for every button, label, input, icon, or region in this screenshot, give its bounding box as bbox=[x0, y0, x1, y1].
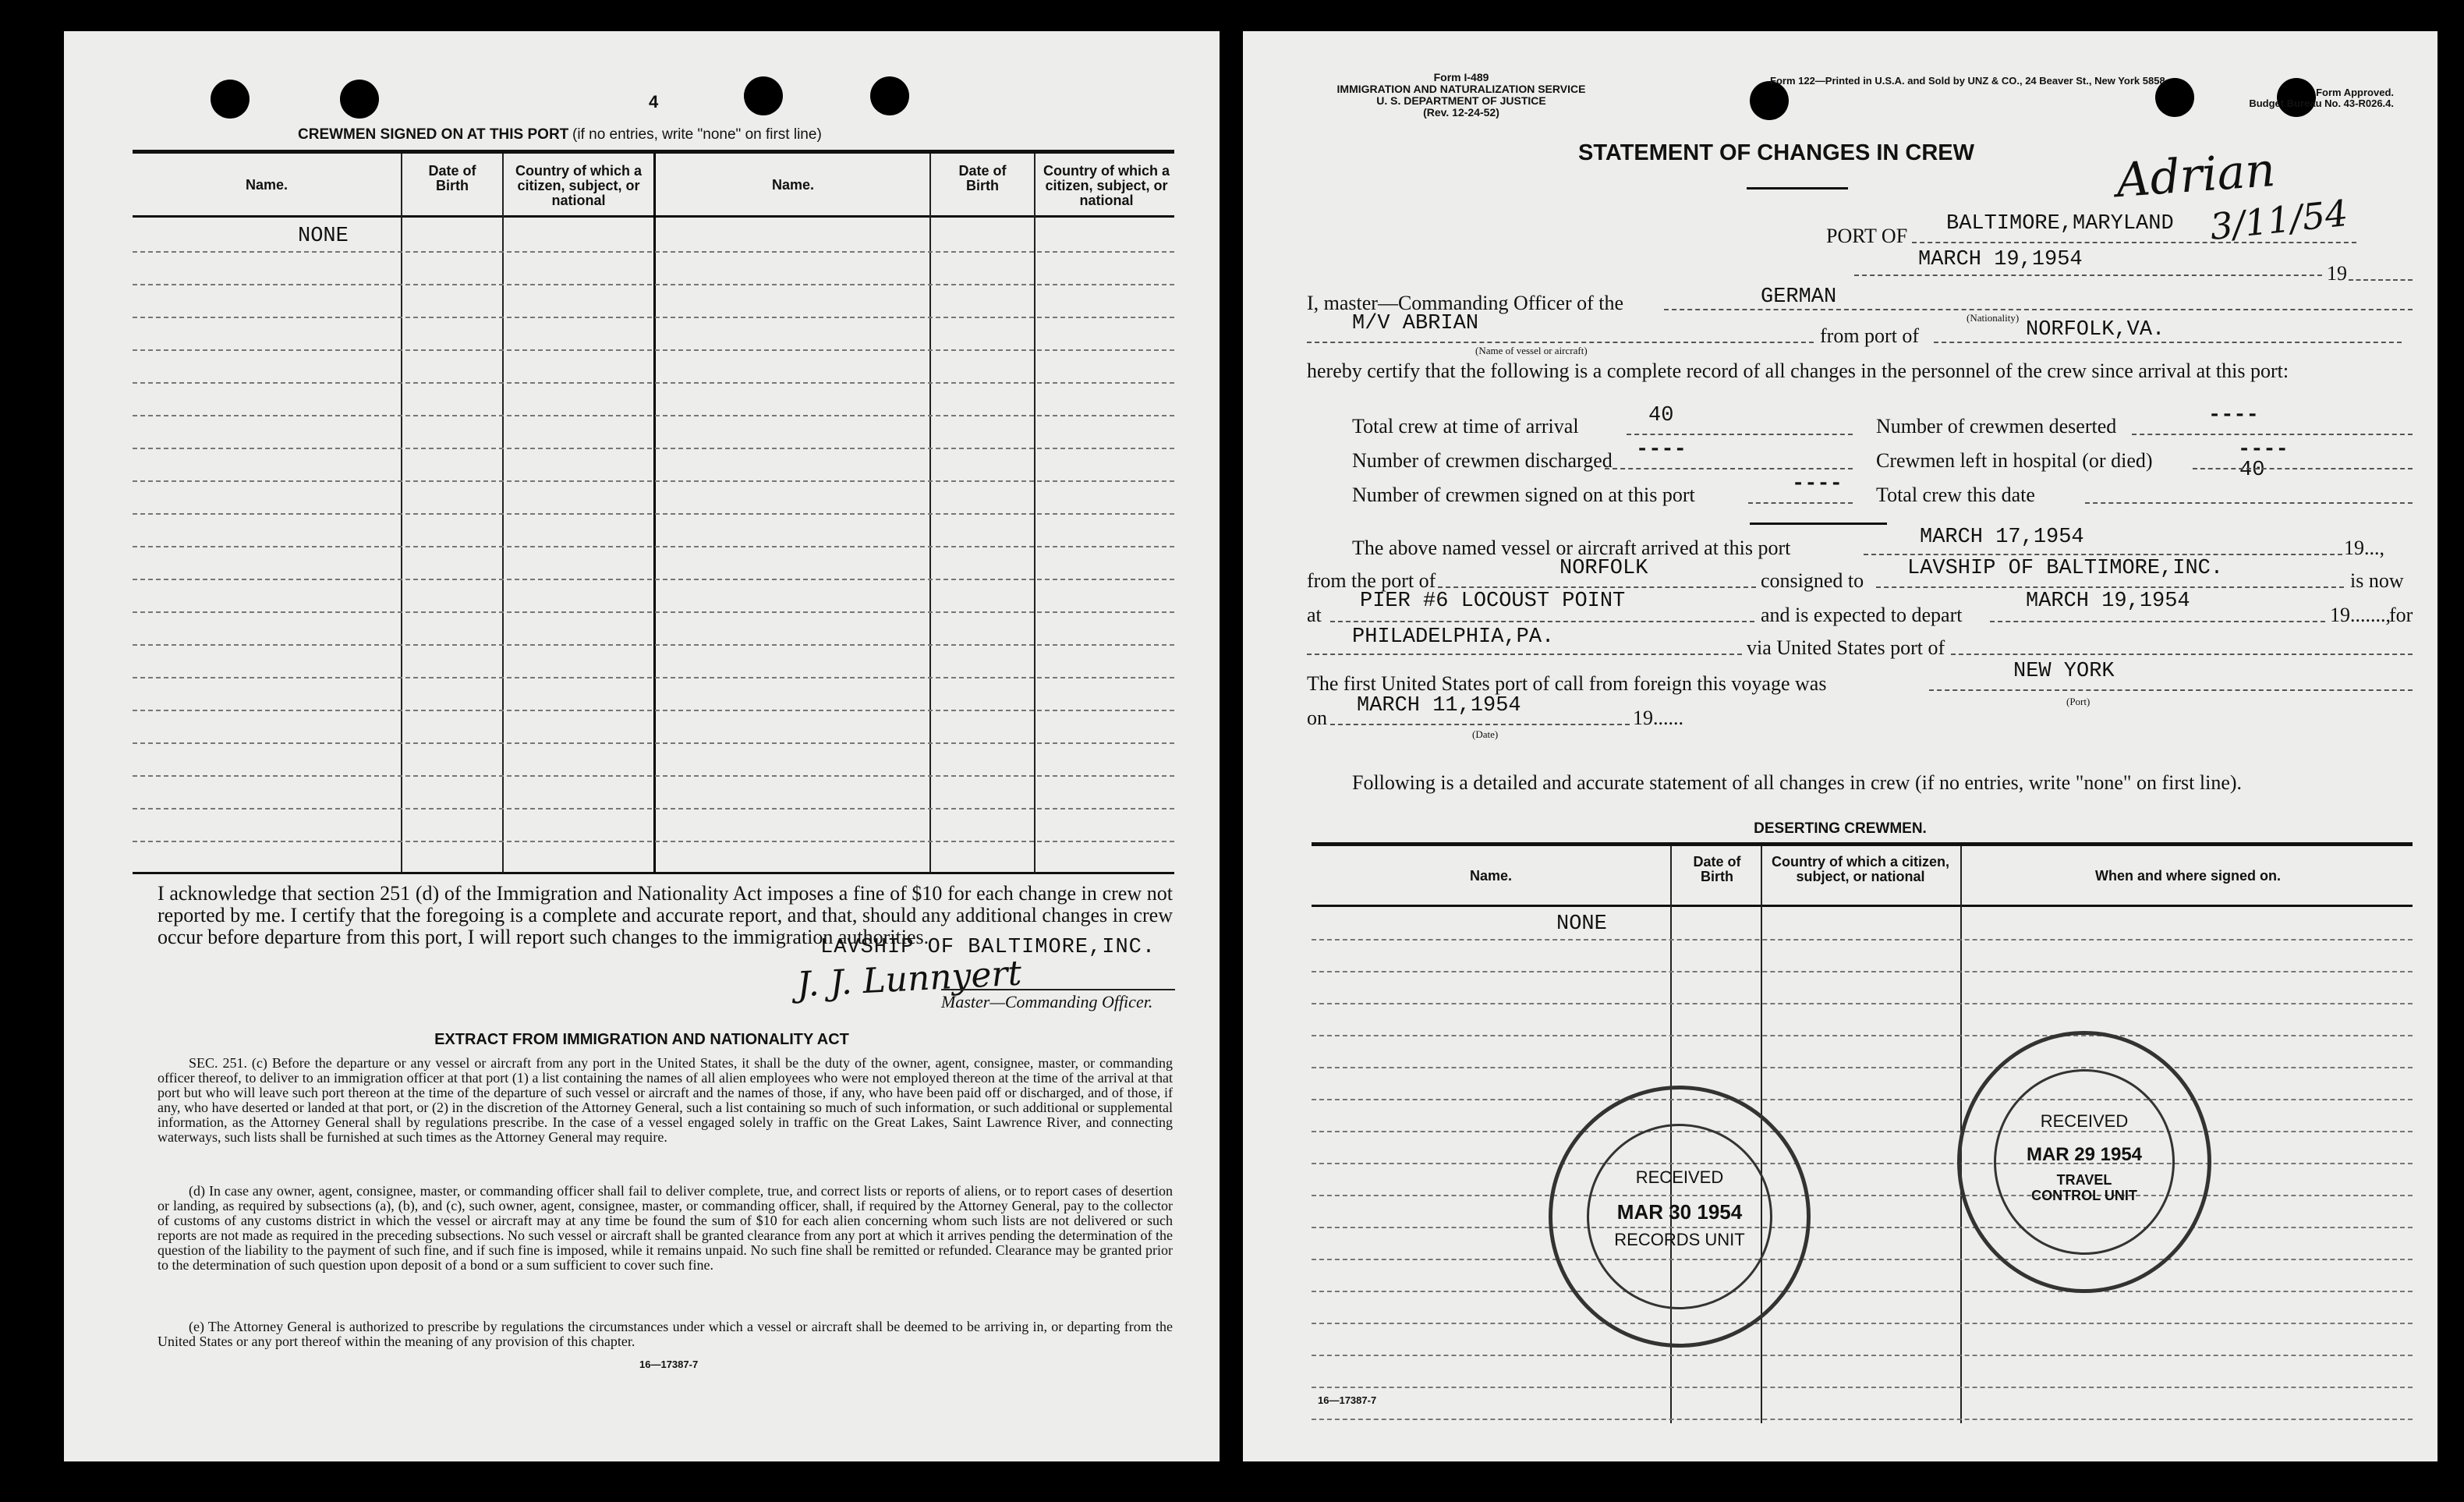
table-row bbox=[133, 448, 1174, 449]
certify-text: hereby certify that the following is a complete record of all changes in the personnel of the crew since arrival at this port: bbox=[1307, 360, 2289, 382]
stamp-unit: TRAVEL CONTROL UNIT bbox=[2031, 1172, 2137, 1203]
first-entry: NONE bbox=[1556, 912, 1607, 936]
date-caption: (Date) bbox=[1472, 728, 1499, 740]
is-now-label: is now bbox=[2350, 569, 2404, 592]
table-row bbox=[133, 349, 1174, 351]
printer-note-text: Form 122—Printed in U.S.A. and Sold by UNZ & CO., 24 Beaver St., New York bbox=[1770, 75, 2140, 87]
total-date-value: 40 bbox=[2239, 459, 2265, 482]
table-header-rule bbox=[1312, 905, 2413, 907]
discharged-label: Number of crewmen discharged bbox=[1352, 449, 1613, 472]
col-header-country-2: Country of which a citizen, subject, or national bbox=[1043, 163, 1170, 208]
extract-paragraph-d: (d) In case any owner, agent, consignee, master, or commanding officer shall fail to deliver complete, true, and correct lists or reports of aliens, or to report cases of desertion or landing, as required by subsections (a), (b), and (c), such owner, agent, consignee, master, or commanding officer, shall, if required by the Attorney General, pay to the collector of customs of any customs district in which the vessel or aircraft may at any time be found the sum of $10 for each alien concerning whom such lists are not delivered or such reports are not made as required in the preceding subsections. No such vessel or aircraft shall be granted clearance from any port at which it arrives pending the determination of the question of the liability to the payment of such fine, and if such fine is imposed, while it remains unpaid. No such fine shall be remitted or refunded. Clearance may be granted prior to the determination of such question upon deposit of a bond or a sum sufficient to cover such fine. bbox=[158, 1183, 1173, 1273]
deserted-value: ---- bbox=[2208, 404, 2259, 427]
port-of-label: PORT OF bbox=[1826, 225, 1908, 247]
for-label: for bbox=[2389, 604, 2413, 626]
table-row bbox=[1312, 1259, 2413, 1260]
received-stamp-records bbox=[1549, 1086, 1811, 1348]
depart-label: and is expected to depart bbox=[1761, 604, 1963, 626]
table-row bbox=[1312, 1355, 2413, 1356]
handwritten-date: 3/11/54 bbox=[2207, 191, 2350, 249]
revision-date: (Rev. 12-24-52) bbox=[1423, 106, 1499, 119]
table-row bbox=[133, 415, 1174, 416]
signature-line bbox=[941, 989, 1175, 990]
total-date-label: Total crew this date bbox=[1876, 484, 2035, 506]
arrived-label: The above named vessel or aircraft arrived at this port bbox=[1352, 537, 1791, 559]
stamp-received: RECEIVED bbox=[2040, 1111, 2129, 1131]
from-port-of-line bbox=[1438, 586, 1756, 588]
table-row bbox=[133, 611, 1174, 613]
table-row bbox=[1312, 1035, 2413, 1036]
consigned-line bbox=[1876, 586, 2344, 588]
table-row bbox=[1312, 1003, 2413, 1004]
left-page bbox=[64, 31, 1220, 1461]
table-row bbox=[133, 382, 1174, 384]
nationality-caption: (Nationality) bbox=[1967, 312, 2020, 324]
depart-value: MARCH 19,1954 bbox=[2026, 590, 2190, 613]
date-line bbox=[1854, 275, 2322, 276]
vessel-value: M/V ABRIAN bbox=[1352, 312, 1479, 335]
table-top-rule bbox=[1312, 842, 2413, 846]
table-row bbox=[133, 775, 1174, 777]
table-row bbox=[133, 546, 1174, 547]
printer-note bbox=[1770, 75, 2165, 87]
port-value: BALTIMORE,MARYLAND bbox=[1946, 212, 2174, 236]
on-line bbox=[1330, 724, 1630, 725]
budget-note bbox=[2168, 87, 2394, 109]
vessel-line bbox=[1307, 342, 1814, 343]
form-title: STATEMENT OF CHANGES IN CREW bbox=[1578, 140, 1975, 165]
total-date-line bbox=[2085, 502, 2413, 504]
table-row bbox=[133, 317, 1174, 318]
destination-line bbox=[1307, 654, 1742, 655]
col-header-when-where: When and where signed on. bbox=[2094, 868, 2282, 884]
discharged-line bbox=[1605, 468, 1853, 469]
col-header-name-2: Name. bbox=[771, 177, 815, 193]
port-caption: (Port) bbox=[2066, 696, 2091, 707]
via-line bbox=[1951, 654, 2413, 655]
master-label: I, master—Commanding Officer of the bbox=[1307, 292, 1624, 314]
on-value: MARCH 11,1954 bbox=[1357, 694, 1521, 717]
punch-hole bbox=[340, 80, 379, 119]
vessel-caption: (Name of vessel or aircraft) bbox=[1475, 345, 1588, 356]
section-divider bbox=[1750, 523, 1887, 525]
consigned-value: LAVSHIP OF BALTIMORE,INC. bbox=[1907, 557, 2224, 580]
at-label: at bbox=[1307, 604, 1322, 626]
extract-paragraph-e: (e) The Attorney General is authorized to prescribe by regulations the circumstances under which a vessel or aircraft shall be deemed to be arriving in, or departing from the United States or any port thereof within the meaning of any provision of this chapter. bbox=[158, 1319, 1173, 1349]
handwritten-name: Adrian bbox=[2114, 142, 2278, 209]
depart-year: 19......., bbox=[2330, 604, 2391, 626]
col-header-dob-2: Date of Birth bbox=[958, 163, 1007, 193]
table-row bbox=[1312, 971, 2413, 972]
right-page bbox=[1243, 31, 2437, 1461]
table-row bbox=[133, 841, 1174, 842]
nationality-line bbox=[1664, 309, 2413, 310]
first-port-line bbox=[1929, 689, 2413, 691]
received-stamp-travel-control bbox=[1957, 1031, 2211, 1293]
table-row bbox=[1312, 1099, 2413, 1100]
deserting-title: DESERTING CREWMEN. bbox=[1754, 820, 1927, 837]
deserted-label: Number of crewmen deserted bbox=[1876, 415, 2117, 437]
arrived-value: MARCH 17,1954 bbox=[1920, 526, 2084, 549]
stamp-date: MAR 30 1954 bbox=[1616, 1200, 1743, 1224]
year-line bbox=[2349, 279, 2413, 281]
footer-code: 16—17387-7 bbox=[639, 1359, 699, 1370]
on-label: on bbox=[1307, 707, 1327, 729]
from-port-of-value: NORFOLK bbox=[1559, 557, 1648, 580]
arrived-line bbox=[1864, 554, 2342, 555]
signed-on-value: ---- bbox=[1792, 473, 1843, 496]
year-prefix: 19 bbox=[2327, 262, 2347, 285]
destination-value: PHILADELPHIA,PA. bbox=[1352, 625, 1555, 649]
signature-caption: Master—Commanding Officer. bbox=[941, 992, 1153, 1011]
total-arrival-label: Total crew at time of arrival bbox=[1352, 415, 1579, 437]
depart-line bbox=[1990, 621, 2325, 622]
table-row bbox=[133, 284, 1174, 285]
section-title: CREWMEN SIGNED ON AT THIS PORT bbox=[298, 126, 569, 143]
budget-line-2: Budget Bureau No. 43-R026.4. bbox=[2249, 97, 2394, 109]
footer-code: 16—17387-7 bbox=[1318, 1394, 1377, 1406]
table-row bbox=[133, 742, 1174, 744]
table-row bbox=[133, 480, 1174, 482]
signed-on-line bbox=[1748, 502, 1853, 504]
table-row bbox=[133, 677, 1174, 678]
table-row bbox=[1312, 1195, 2413, 1196]
col-header-dob: Date of Birth bbox=[1693, 854, 1741, 884]
at-line bbox=[1330, 621, 1754, 622]
agency-name: IMMIGRATION AND NATURALIZATION SERVICE bbox=[1336, 83, 1586, 95]
signed-on-label: Number of crewmen signed on at this port bbox=[1352, 484, 1695, 506]
from-port-value: NORFOLK,VA. bbox=[2026, 318, 2165, 342]
table-row bbox=[133, 579, 1174, 580]
table-row bbox=[133, 808, 1174, 809]
signature: J. J. Lunnyert bbox=[795, 953, 1023, 1005]
on-year: 19...... bbox=[1633, 707, 1683, 729]
col-header-name: Name. bbox=[1469, 868, 1513, 884]
discharged-value: ---- bbox=[1636, 438, 1687, 462]
total-arrival-value: 40 bbox=[1648, 404, 1674, 427]
table-row bbox=[133, 251, 1174, 253]
deserted-line bbox=[2132, 434, 2413, 435]
department-name: U. S. DEPARTMENT OF JUSTICE bbox=[1376, 94, 1546, 107]
table-row bbox=[1312, 1323, 2413, 1324]
form-number: Form I-489 bbox=[1433, 71, 1489, 83]
signatory-company: LAVSHIP OF BALTIMORE,INC. bbox=[820, 936, 1156, 959]
acknowledgement-text: I acknowledge that section 251 (d) of the Immigration and Nationality Act imposes a fine of $10 for each change in crew not reported by me. I certify that the foregoing is a complete and accurate report, and that, should any additional changes in crew occur before departure from this port, I will report such changes to the immigration authorities. bbox=[158, 882, 1173, 948]
title-underline bbox=[1747, 187, 1848, 190]
stamp-date: MAR 29 1954 bbox=[2026, 1144, 2143, 1165]
punch-hole bbox=[744, 76, 783, 115]
table-row bbox=[1312, 1131, 2413, 1132]
hospital-value: ---- bbox=[2238, 438, 2289, 462]
extract-title: EXTRACT FROM IMMIGRATION AND NATIONALITY ACT bbox=[434, 1031, 849, 1048]
stamp-unit: RECORDS UNIT bbox=[1614, 1230, 1745, 1249]
first-entry: NONE bbox=[298, 225, 349, 248]
total-arrival-line bbox=[1627, 434, 1853, 435]
printer-code: 5858 bbox=[2142, 75, 2165, 87]
from-port-line bbox=[1934, 342, 2402, 343]
table-row bbox=[1312, 1163, 2413, 1164]
table-row bbox=[133, 513, 1174, 515]
table-row bbox=[1312, 1387, 2413, 1388]
page-number: 4 bbox=[649, 92, 659, 112]
first-port-value: NEW YORK bbox=[2013, 660, 2115, 683]
punch-hole bbox=[870, 76, 909, 115]
via-label: via United States port of bbox=[1747, 636, 1945, 659]
section-note: (if no entries, write "none" on first line) bbox=[572, 126, 822, 143]
col-header-country: Country of which a citizen, subject, or national bbox=[515, 163, 642, 208]
table-row bbox=[133, 644, 1174, 646]
punch-hole bbox=[211, 80, 250, 119]
table-row bbox=[1312, 939, 2413, 941]
at-value: PIER #6 LOCOUST POINT bbox=[1360, 590, 1626, 613]
nationality-value: GERMAN bbox=[1761, 285, 1837, 309]
port-line bbox=[1912, 242, 2356, 243]
hospital-label: Crewmen left in hospital (or died) bbox=[1876, 449, 2153, 472]
agency-block bbox=[1290, 72, 1633, 119]
hospital-line bbox=[2193, 468, 2413, 469]
following-text: Following is a detailed and accurate statement of all changes in crew (if no entries, write "none" on first line). bbox=[1352, 771, 2243, 794]
punch-hole bbox=[1750, 81, 1789, 120]
col-header-dob: Date of Birth bbox=[428, 163, 476, 193]
table-row bbox=[1312, 1291, 2413, 1292]
col-header-country: Country of which a citizen, subject, or national bbox=[1771, 854, 1949, 884]
first-port-label: The first United States port of call from foreign this voyage was bbox=[1307, 672, 1827, 695]
from-port-of-label: from the port of bbox=[1307, 569, 1436, 592]
budget-line-1: Form Approved. bbox=[2316, 87, 2394, 98]
table-row bbox=[1312, 1067, 2413, 1068]
col-header-name: Name. bbox=[245, 177, 289, 193]
table-row bbox=[1312, 1419, 2413, 1420]
consigned-label: consigned to bbox=[1761, 569, 1864, 592]
stamp-received: RECEIVED bbox=[1635, 1167, 1724, 1187]
arrived-year: 19..., bbox=[2344, 537, 2384, 559]
date-value: MARCH 19,1954 bbox=[1918, 248, 2083, 271]
extract-paragraph-c: SEC. 251. (c) Before the departure or any vessel or aircraft from any port in the United States, it shall be the duty of the owner, agent, consignee, master, or commanding officer thereof, to deliver to an immigration officer at that port (1) a list containing the names of all alien employees who were not employed thereon at the time of the arrival at that port but who will leave such port thereon at the time of the departure of such vessel or aircraft and the names of those, if any, who have been paid off or discharged, and of those, if any, who have deserted or landed at that port, or (2) in the discretion of the Attorney General, such a list containing so much of such information, or such additional or supplemental information, as the Attorney General shall by regulations prescribe. In the case of a vessel engaged solely in traffic on the Great Lakes, Saint Lawrence River, and connecting waterways, such lists shall be furnished at such times as the Attorney General may require. bbox=[158, 1055, 1173, 1145]
from-port-label: from port of bbox=[1820, 324, 1920, 347]
section-heading bbox=[298, 126, 822, 143]
table-row bbox=[133, 710, 1174, 711]
table-row bbox=[1312, 1227, 2413, 1228]
